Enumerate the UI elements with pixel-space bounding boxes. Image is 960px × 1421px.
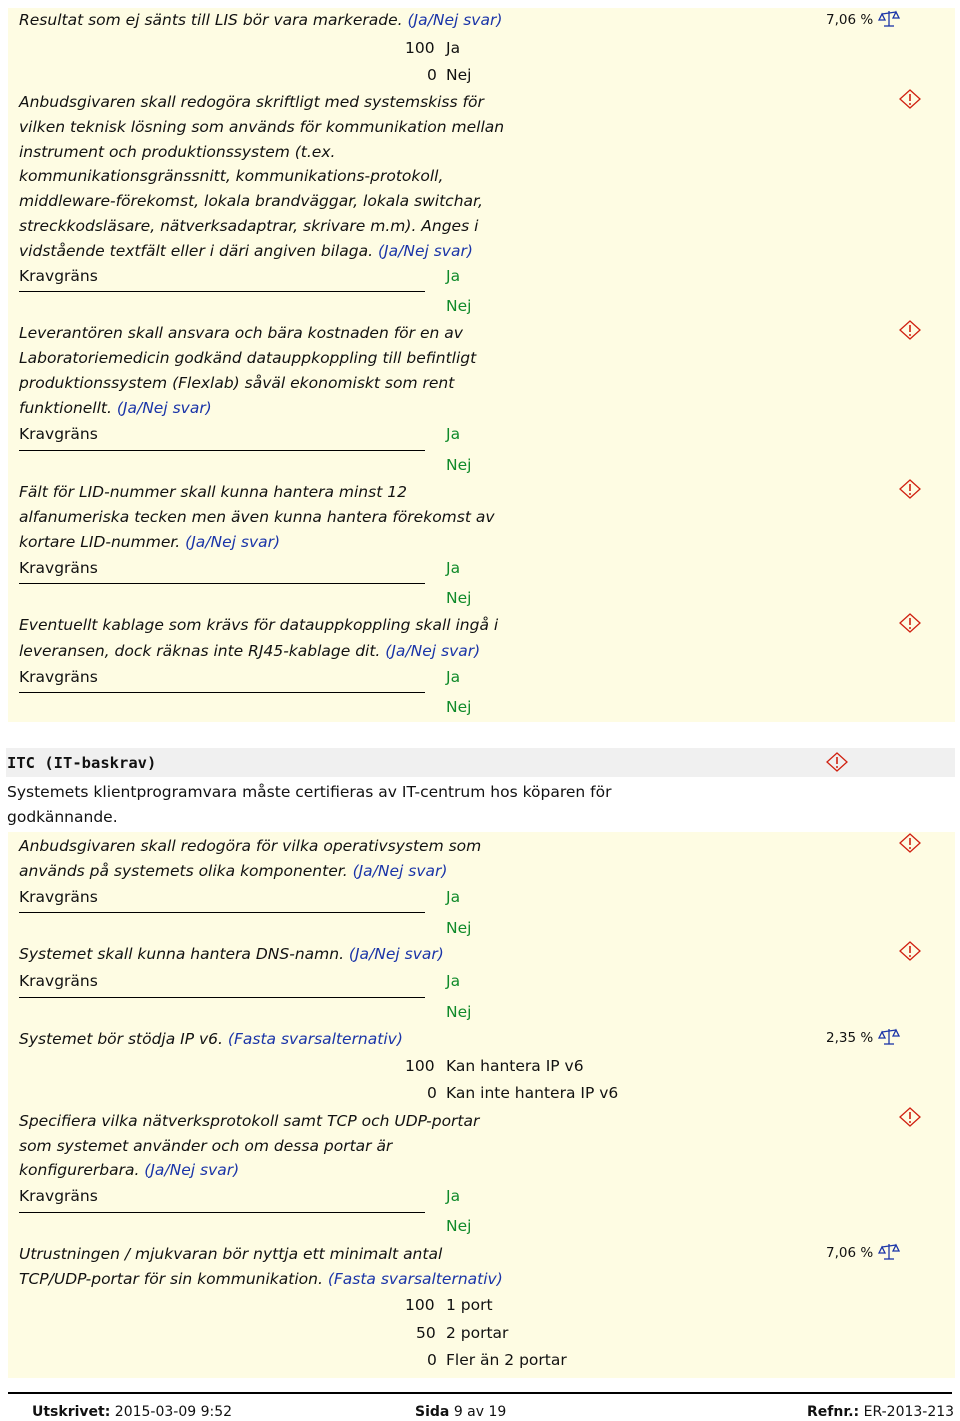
question-2-line: Laboratoriemedicin godkänd datauppkoppling till befintligt bbox=[19, 349, 477, 367]
question-8-last-line: konfigurerbara. (Ja/Nej svar) bbox=[19, 1161, 240, 1179]
question-2-line: produktionssystem (Flexlab) såväl ekonomiskt som rent bbox=[19, 374, 455, 392]
nej-option: Nej bbox=[446, 919, 472, 937]
ja-option: Ja bbox=[446, 888, 461, 906]
question-1-line: vilken teknisk lösning som används för kommunikation mellan bbox=[19, 118, 505, 136]
question-3-line: alfanumeriska tecken men även kunna hantera förekomst av bbox=[19, 508, 495, 526]
kravgrans-label: Kravgräns bbox=[19, 972, 98, 990]
nej-option: Nej bbox=[446, 1003, 472, 1021]
weight-percent: 7,06 % bbox=[826, 12, 874, 28]
option-label: Kan hantera IP v6 bbox=[446, 1057, 584, 1075]
question-9-last-line: TCP/UDP-portar för sin kommunikation. (Fasta svarsalternativ) bbox=[19, 1270, 503, 1288]
ja-option: Ja bbox=[446, 425, 461, 443]
answer-type: (Ja/Nej svar) bbox=[111, 399, 212, 417]
footer-rule bbox=[8, 1392, 952, 1394]
nej-option: Nej bbox=[446, 698, 472, 716]
warning-icon bbox=[899, 833, 921, 853]
option-score: 100 bbox=[405, 39, 435, 57]
warning-icon bbox=[826, 752, 848, 772]
nej-option: Nej bbox=[446, 1217, 472, 1235]
scale-icon bbox=[878, 1027, 900, 1047]
question-1-line: kommunikationsgränssnitt, kommunikations-protokoll, bbox=[19, 167, 444, 185]
question-3-line: Fält för LID-nummer skall kunna hantera minst 12 bbox=[19, 483, 407, 501]
question-text: Resultat som ej sänts till LIS bör vara markerade. bbox=[19, 11, 403, 29]
nej-option: Nej bbox=[446, 589, 472, 607]
question-1-line: instrument och produktionssystem (t.ex. bbox=[19, 143, 336, 161]
kravgrans-label: Kravgräns bbox=[19, 1187, 98, 1205]
answer-type: (Ja/Nej svar) bbox=[344, 945, 444, 963]
option-score: 0 bbox=[427, 66, 437, 84]
option-score: 0 bbox=[427, 1084, 437, 1102]
question-4-line: Eventuellt kablage som krävs för datauppkoppling skall ingå i bbox=[19, 616, 499, 634]
question-7: Systemet bör stödja IP v6. (Fasta svarsalternativ) bbox=[19, 1030, 403, 1048]
section-description-line: godkännande. bbox=[7, 808, 118, 826]
option-score: 100 bbox=[405, 1057, 435, 1075]
weight-percent: 2,35 % bbox=[826, 1030, 874, 1046]
option-label: Nej bbox=[446, 66, 472, 84]
kravgrans-label: Kravgräns bbox=[19, 425, 98, 443]
nej-option: Nej bbox=[446, 456, 472, 474]
question-1-last-line: vidstående textfält eller i däri angiven bilaga. (Ja/Nej svar) bbox=[19, 242, 473, 260]
question-5-line: Anbudsgivaren skall redogöra för vilka operativsystem som bbox=[19, 837, 482, 855]
option-label: 2 portar bbox=[446, 1324, 509, 1342]
section-description-line: Systemets klientprogramvara måste certifieras av IT-centrum hos köparen för bbox=[7, 783, 612, 801]
kravgrans-line bbox=[19, 291, 425, 292]
option-label: Kan inte hantera IP v6 bbox=[446, 1084, 619, 1102]
ja-option: Ja bbox=[446, 972, 461, 990]
question-8-line: som systemet använder och om dessa portar är bbox=[19, 1137, 393, 1155]
kravgrans-line bbox=[19, 997, 425, 998]
ja-option: Ja bbox=[446, 559, 461, 577]
question-9-line: Utrustningen / mjukvaran bör nyttja ett minimalt antal bbox=[19, 1245, 443, 1263]
ja-option: Ja bbox=[446, 668, 461, 686]
answer-type: (Ja/Nej svar) bbox=[180, 533, 281, 551]
option-label: Ja bbox=[446, 39, 461, 57]
option-score: 100 bbox=[405, 1296, 435, 1314]
answer-type: (Ja/Nej svar) bbox=[402, 11, 503, 29]
answer-type: (Ja/Nej svar) bbox=[380, 642, 481, 660]
nej-option: Nej bbox=[446, 297, 472, 315]
weight-percent: 7,06 % bbox=[826, 1245, 874, 1261]
warning-icon bbox=[899, 320, 921, 340]
kravgrans-line bbox=[19, 1212, 425, 1213]
question-1-line: Anbudsgivaren skall redogöra skriftligt med systemskiss för bbox=[19, 93, 484, 111]
kravgrans-line bbox=[19, 692, 425, 693]
ja-option: Ja bbox=[446, 1187, 461, 1205]
question-3-last-line: kortare LID-nummer. (Ja/Nej svar) bbox=[19, 533, 281, 551]
question-5-last-line: används på systemets olika komponenter. (Ja/Nej svar) bbox=[19, 862, 448, 880]
question-1-line: streckkodsläsare, nätverksadaptrar, skrivare m.m). Anges i bbox=[19, 217, 479, 235]
question-6: Systemet skall kunna hantera DNS-namn. (Ja/Nej svar) bbox=[19, 945, 444, 963]
option-label: 1 port bbox=[446, 1296, 493, 1314]
kravgrans-label: Kravgräns bbox=[19, 888, 98, 906]
question-8-line: Specifiera vilka nätverksprotokoll samt TCP och UDP-portar bbox=[19, 1112, 480, 1130]
warning-icon bbox=[899, 1107, 921, 1127]
kravgrans-label: Kravgräns bbox=[19, 668, 98, 686]
kravgrans-line bbox=[19, 912, 425, 913]
kravgrans-label: Kravgräns bbox=[19, 559, 98, 577]
warning-icon bbox=[899, 479, 921, 499]
option-score: 0 bbox=[427, 1351, 437, 1369]
warning-icon bbox=[899, 941, 921, 961]
answer-type: (Fasta svarsalternativ) bbox=[322, 1270, 503, 1288]
section-title: ITC (IT-baskrav) bbox=[7, 754, 157, 772]
option-score: 50 bbox=[416, 1324, 436, 1342]
question-2-last-line: funktionellt. (Ja/Nej svar) bbox=[19, 399, 212, 417]
kravgrans-label: Kravgräns bbox=[19, 267, 98, 285]
scale-icon bbox=[878, 9, 900, 29]
answer-type: (Fasta svarsalternativ) bbox=[222, 1030, 403, 1048]
kravgrans-line bbox=[19, 583, 425, 584]
page-number: Sida 9 av 19 bbox=[415, 1404, 507, 1420]
kravgrans-line bbox=[19, 450, 425, 451]
answer-type: (Ja/Nej svar) bbox=[347, 862, 448, 880]
ja-option: Ja bbox=[446, 267, 461, 285]
printed-date: Utskrivet: 2015-03-09 9:52 bbox=[32, 1404, 233, 1420]
question-4-last-line: leveransen, dock räknas inte RJ45-kablage dit. (Ja/Nej svar) bbox=[19, 642, 481, 660]
warning-icon bbox=[899, 89, 921, 109]
option-label: Fler än 2 portar bbox=[446, 1351, 567, 1369]
scale-icon bbox=[878, 1242, 900, 1262]
reference-number: Refnr.: ER-2013-213 bbox=[807, 1404, 955, 1420]
warning-icon bbox=[899, 613, 921, 633]
question-2-line: Leverantören skall ansvara och bära kostnaden för en av bbox=[19, 324, 463, 342]
question-1-line: middleware-förekomst, lokala brandväggar, lokala switchar, bbox=[19, 192, 483, 210]
question-0 bbox=[19, 11, 502, 29]
answer-type: (Ja/Nej svar) bbox=[139, 1161, 240, 1179]
answer-type: (Ja/Nej svar) bbox=[373, 242, 473, 260]
